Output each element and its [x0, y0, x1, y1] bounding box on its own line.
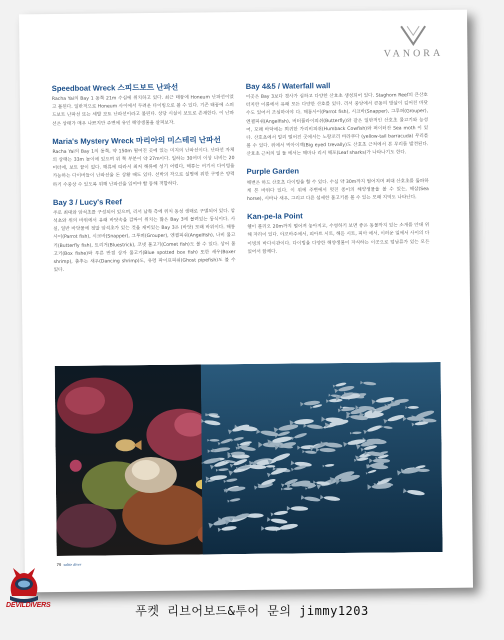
section-heading: Bay 4&5 / Waterfall wall	[245, 81, 331, 91]
section-heading: Kan-pe-la Point	[247, 211, 303, 222]
page-number: 70	[56, 561, 62, 567]
section-heading: Purple Garden	[246, 166, 300, 177]
v-emblem-icon	[398, 24, 428, 46]
section-body: 헬이 볼리오 20m까지 떨어져 놓아지고, 수영하기 보면 좋은 동물까지 있는 소개를 안대 위해 자리이 있다. 야꼬바주에서, 피아트 시트, 해돋 시트, 피아 에서, 이러운 일에서 사이의 다이빙의 바다시관이다. 다이빙을 다양한 해양생물이 자식하는 이곳으로 덤남류가 있는 모든 있어서 함께다.	[247, 223, 430, 255]
section-body: Racha Yai의 Bay 1의 동쪽, 약 150m 떨어진 곳에 있는 미지의 난파선이다. 난파선 자체의 상태는 33m 높이에 있으며 위 쪽 부분이 약 27m이다. 일하는 30여미 이상 너비는 20미터에, 보트 끝이 없다. 해류에 따라서 최저 해류에 성기 어렵다, 해류는 여기서 다이빙을 가능하는 다이버들이 난파선을 돈 상황 때도 있다. 선박의 작으로 설명에 위한 구멍은 양력하기 수중상 수 있도록 위해 난파선을 입어야 할 동해 적합하다.	[52, 148, 235, 188]
logo-wordmark: VANORA	[383, 47, 444, 60]
section-body: 주로 최대와 암석초를 구성되어 있으며, 리서 남쪽 측에 위치 동성 생태로 구별되어 있다. 암석초와 위의 바위에서 유래 바닷속을 감싸이 위치는 많은 Bay 3에 몰려있는 동식이다. 사실, 일반 바닷물에 정말 암석초가 있는 것을 재미있는 Bay 3은 (바닷) 모래 바위이다. 해룡사이(Parrot fish), 시크바(Snapper), 그루퍼(Grouper), 엔젤피쉬(Angelfish), 나비 물고기(Butterfly fish), 트리거(Bluestrick), 코넷 물고기(Comet fish)도 볼 수 있다. 상어 물고기(Box fishe)와 푸른 반점 상자 물고기(Blue spotted box fish) 또한 새우(Boxer shrimp), 춤추는 새우(Dancing shrimp)도, 유령 파이프피쉬(Ghost pipefish)도 볼 수 있다.	[53, 208, 236, 274]
section-heading: Maria's Mystery Wreck 마리아의 미스테리 난파선	[52, 135, 221, 146]
section-heading: Speedboat Wreck 스피드보트 난파선	[51, 82, 179, 94]
reef-photo	[55, 364, 222, 556]
article-section	[52, 82, 234, 129]
article-section	[247, 166, 429, 205]
article-section	[246, 80, 429, 159]
left-text-column	[52, 82, 236, 283]
article-section	[52, 135, 235, 190]
magazine-name: saltie diver	[63, 561, 82, 567]
article-section	[53, 196, 236, 275]
fish-school-photo	[201, 362, 443, 555]
brand-wordmark: DEVILDIVERS	[6, 602, 51, 609]
section-body: 이곳은 Bay 3보다 경사가 심하고 다양한 산호초 생성되어 있다. Staghorn Reef의 큰산호터지한 이름에서 유래 모든 다양한 산호를 있다. 리서 중앙에서 큰동의 방살이 깊어진 바닷 수도 있어서 조심하여야 다. 해룡사이(Parrot fish), 시크바(Snapper), 그루퍼(Grouper), 엔젤피쉬(Angelfish), 버터플라이피쉬(Butterfly)와 같은 일반적인 산호초 물고기와 능성어, 모래 바닥에는 희귀한 가리비피쉬(Humback Cowfish)와 퍼이터잔 Sea moth 이 있다. 산호초에서 멀리 떨어진 곳에서는 노랑꼬리 바라쿠다 (yellow-tail barracuda) 무리를 볼 수 있다. 위에서 빅아이잭(Big eyed trevally)도 산호초 근처에서 본 무리를 발견된다. 산호초 근처의 일 둘 에서는 해마나 리서 해포(Leaf sharks)가 나타나기도 한다.	[245, 93, 429, 158]
page-footer	[57, 562, 82, 567]
devil-mascot-icon	[4, 566, 44, 604]
section-body: Racha Yai의 Bay 1 동쪽 21m 수심에 위치하고 있다. 최근 태풍에 Honeum 난파선이었고 몰된다. 일반적으로 Honeum 사이에서 두려운 다이빙으로 볼 수 있다. 기존 태풍에 스피드보트 난파선 또는 세발 보트 난파선이라고 불린다. 상당 시설이 보트로 존재한다. 이 난파선은 상태가 매우 나쁘지만 주변에 유인 해양생물을 살펴보자.	[51, 95, 235, 127]
section-heading: Bay 3 / Lucy's Reef	[52, 197, 122, 207]
article-section	[247, 210, 429, 257]
vanora-logo	[373, 24, 453, 60]
right-text-column	[246, 80, 430, 265]
contact-caption: 푸켓 리브어보드&투어 문의 jimmy1203	[135, 604, 369, 618]
section-body: 해변은 하드 산호초 다이빙을 할 수 있다. 수심 약 30m까지 떨어지며 최대 산호초를 돌파하게 본 바위다 있다. 이 위에 주변에서 멋진 종이의 해양생물을 볼 수 있는, 해삼(Sea horse), 시바나 새우, 그리고 다른 섬세한 물고기를 볼 수 있는 모래 지역도 나타난다.	[246, 178, 429, 202]
magazine-page	[19, 10, 473, 593]
